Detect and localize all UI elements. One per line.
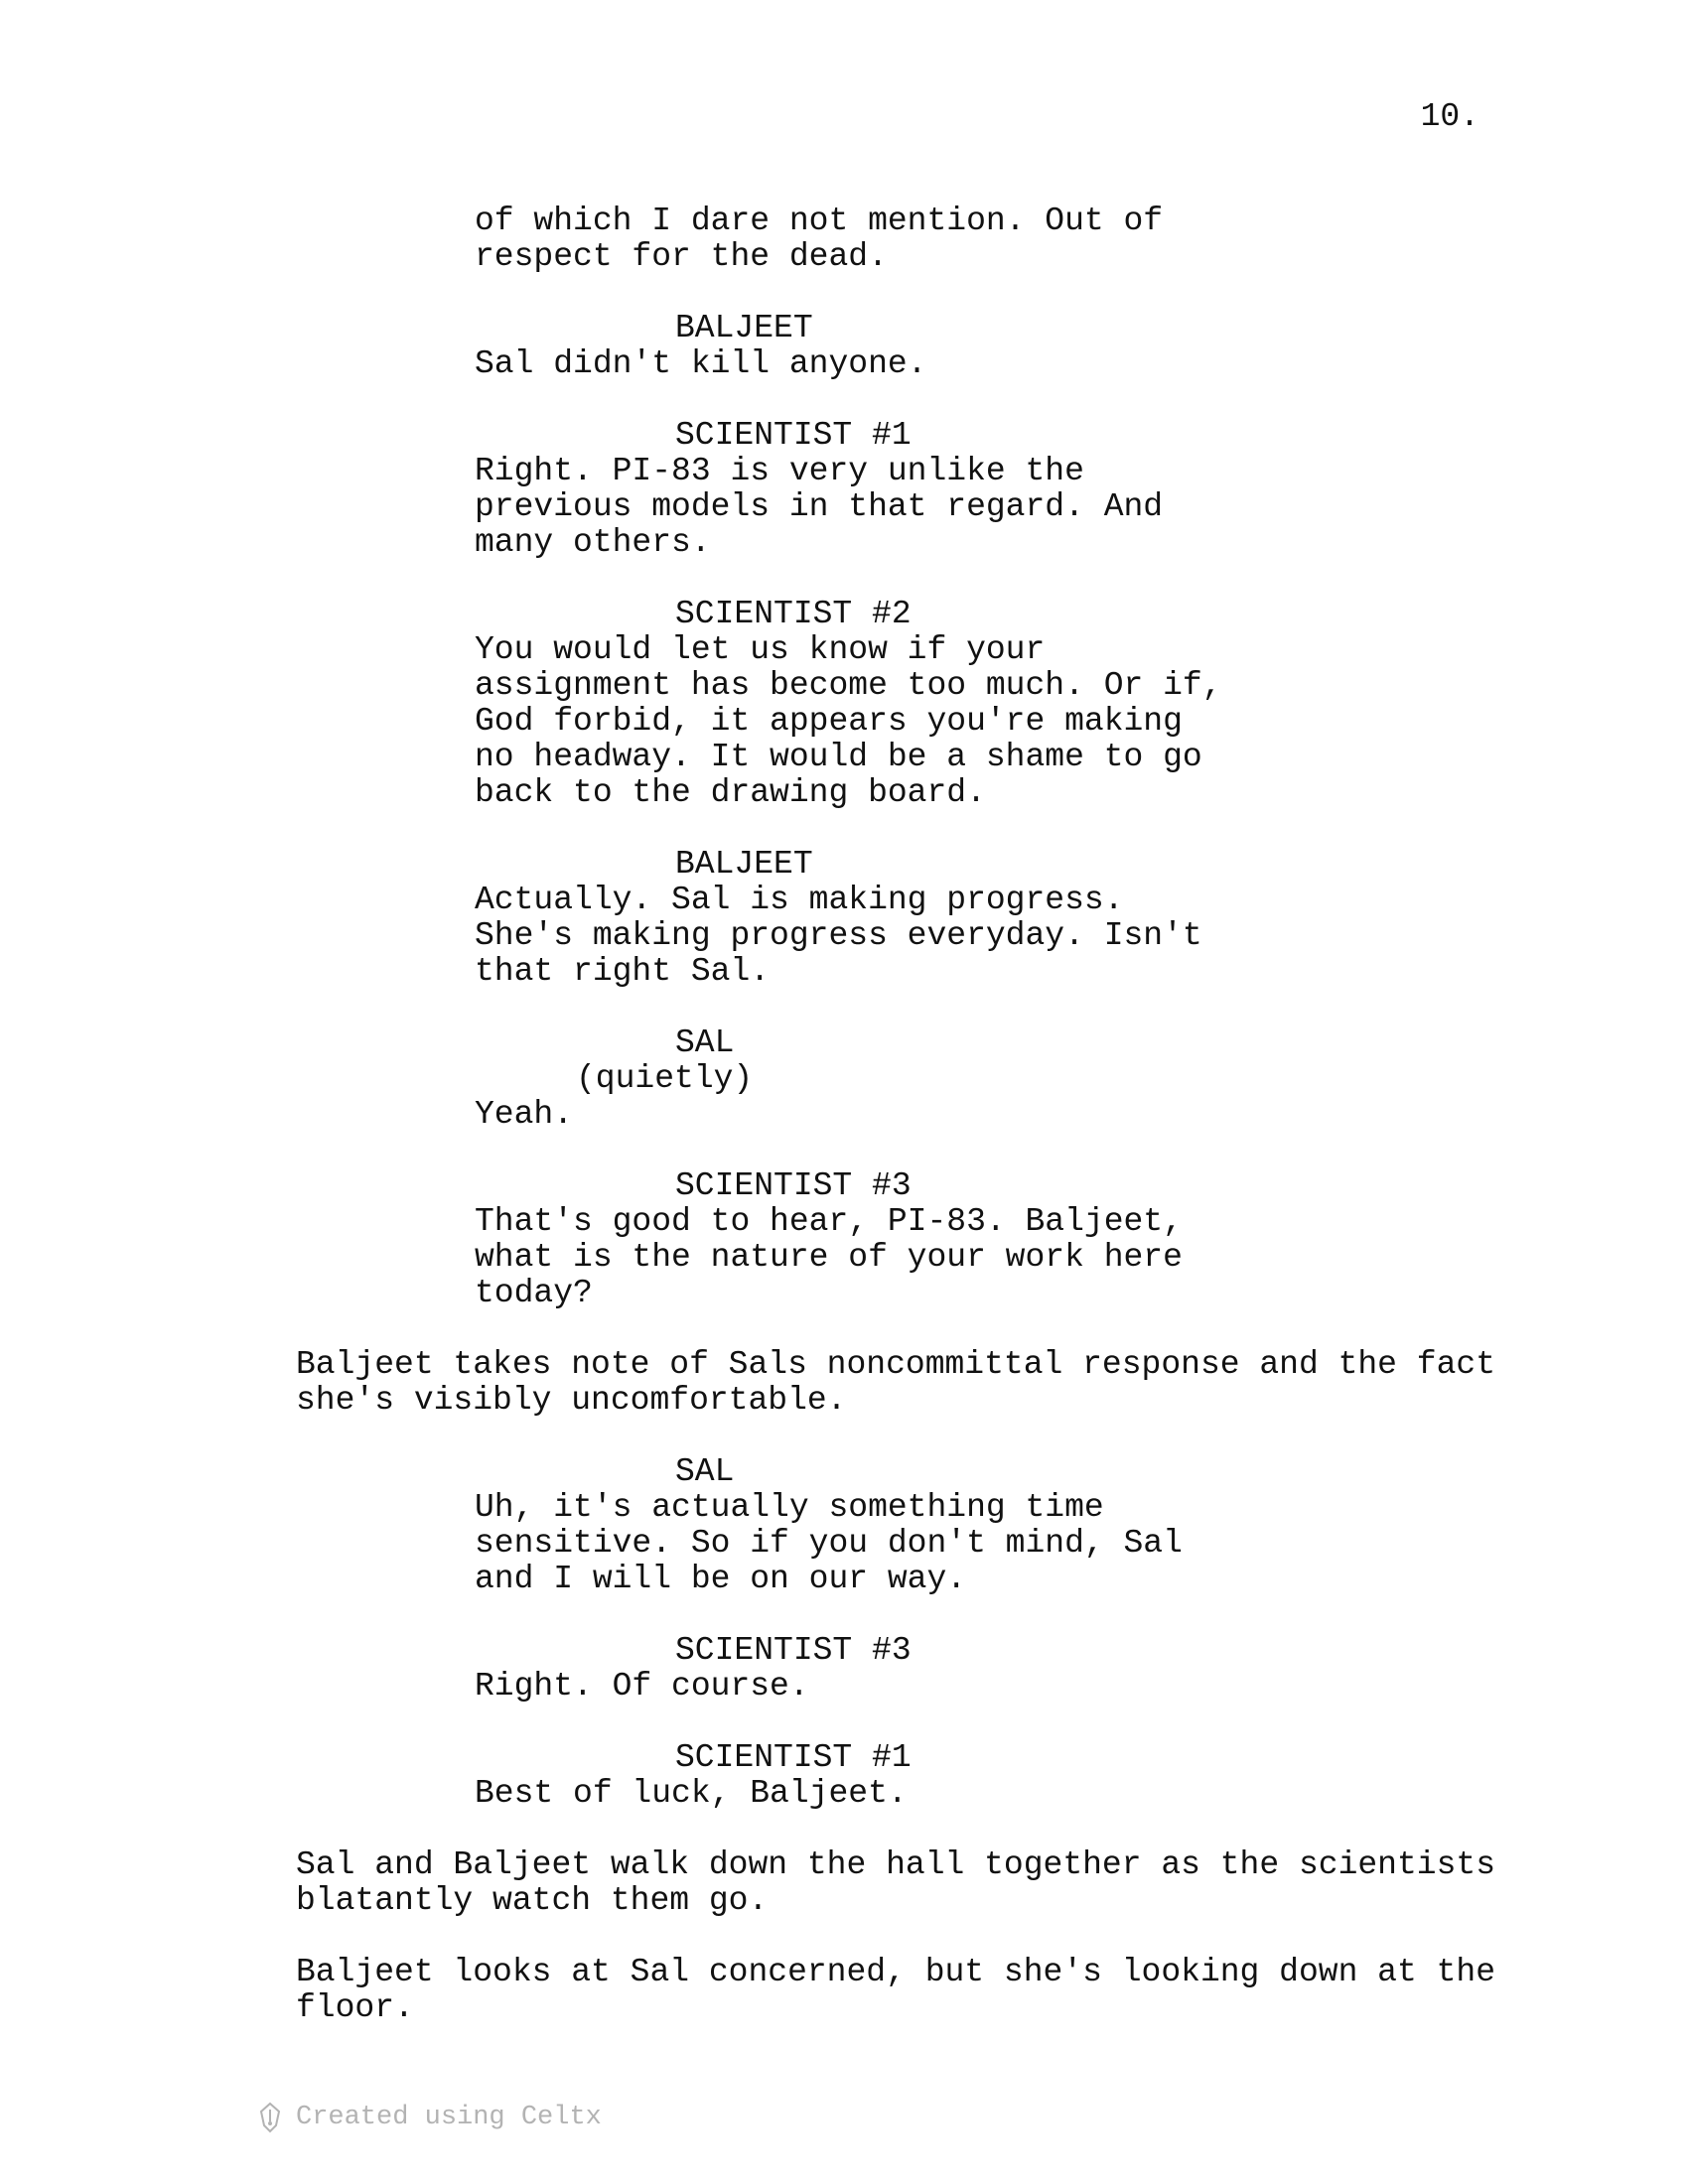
dialogue-block <box>296 847 1527 990</box>
character-name: SCIENTIST #1 <box>675 1739 912 1776</box>
dialogue-block <box>296 418 1527 561</box>
character-name: SCIENTIST #3 <box>675 1632 912 1669</box>
dialogue-block <box>296 1633 1527 1705</box>
dialogue-text: of which I dare not mention. Out of respect for the dead. <box>475 203 1164 275</box>
dialogue-text: Right. PI-83 is very unlike the previous models in that regard. And many others. <box>475 453 1164 561</box>
footer <box>258 2102 602 2133</box>
dialogue-text: You would let us know if your assignment has become too much. Or if, God forbid, it appears you're making no headway. It would be a shame to go back to the drawing board. <box>475 631 1222 811</box>
dialogue-block <box>296 1740 1527 1812</box>
parenthetical: (quietly) <box>576 1060 754 1097</box>
action-text: Baljeet takes note of Sals noncommittal response and the fact she's visibly uncomfortable. <box>296 1346 1495 1419</box>
dialogue-text: Right. Of course. <box>475 1668 809 1705</box>
action-text: Sal and Baljeet walk down the hall together as the scientists blatantly watch them go. <box>296 1846 1495 1919</box>
character-name: SCIENTIST #1 <box>675 417 912 454</box>
screenplay-body <box>296 204 1527 2062</box>
dialogue-block <box>296 1454 1527 1597</box>
character-name: SCIENTIST #3 <box>675 1167 912 1204</box>
dialogue-text: Yeah. <box>475 1096 574 1133</box>
footer-text: Created using Celtx <box>296 2103 602 2132</box>
character-name: BALJEET <box>675 846 813 883</box>
dialogue-text: Uh, it's actually something time sensitive. So if you don't mind, Sal and I will be on our way. <box>475 1489 1183 1597</box>
dialogue-text: That's good to hear, PI-83. Baljeet, what is the nature of your work here today? <box>475 1203 1183 1311</box>
action-text: Baljeet looks at Sal concerned, but she's looking down at the floor. <box>296 1954 1495 2026</box>
action-block <box>296 1955 1527 2026</box>
action-block <box>296 1847 1527 1919</box>
character-name: BALJEET <box>675 310 813 346</box>
character-name: SCIENTIST #2 <box>675 596 912 632</box>
dialogue-block <box>296 597 1527 811</box>
page-number: 10. <box>1420 98 1479 135</box>
dialogue-text: Best of luck, Baljeet. <box>475 1775 908 1812</box>
character-name: SAL <box>675 1024 735 1061</box>
action-block <box>296 1347 1527 1419</box>
dialogue-block <box>296 311 1527 382</box>
celtx-logo-icon <box>258 2102 282 2133</box>
dialogue-text: Sal didn't kill anyone. <box>475 345 927 382</box>
character-name: SAL <box>675 1453 735 1490</box>
dialogue-block <box>296 1168 1527 1311</box>
dialogue-block <box>296 204 1527 275</box>
dialogue-text: Actually. Sal is making progress. She's making progress everyday. Isn't that right Sal. <box>475 882 1202 990</box>
dialogue-block <box>296 1025 1527 1133</box>
